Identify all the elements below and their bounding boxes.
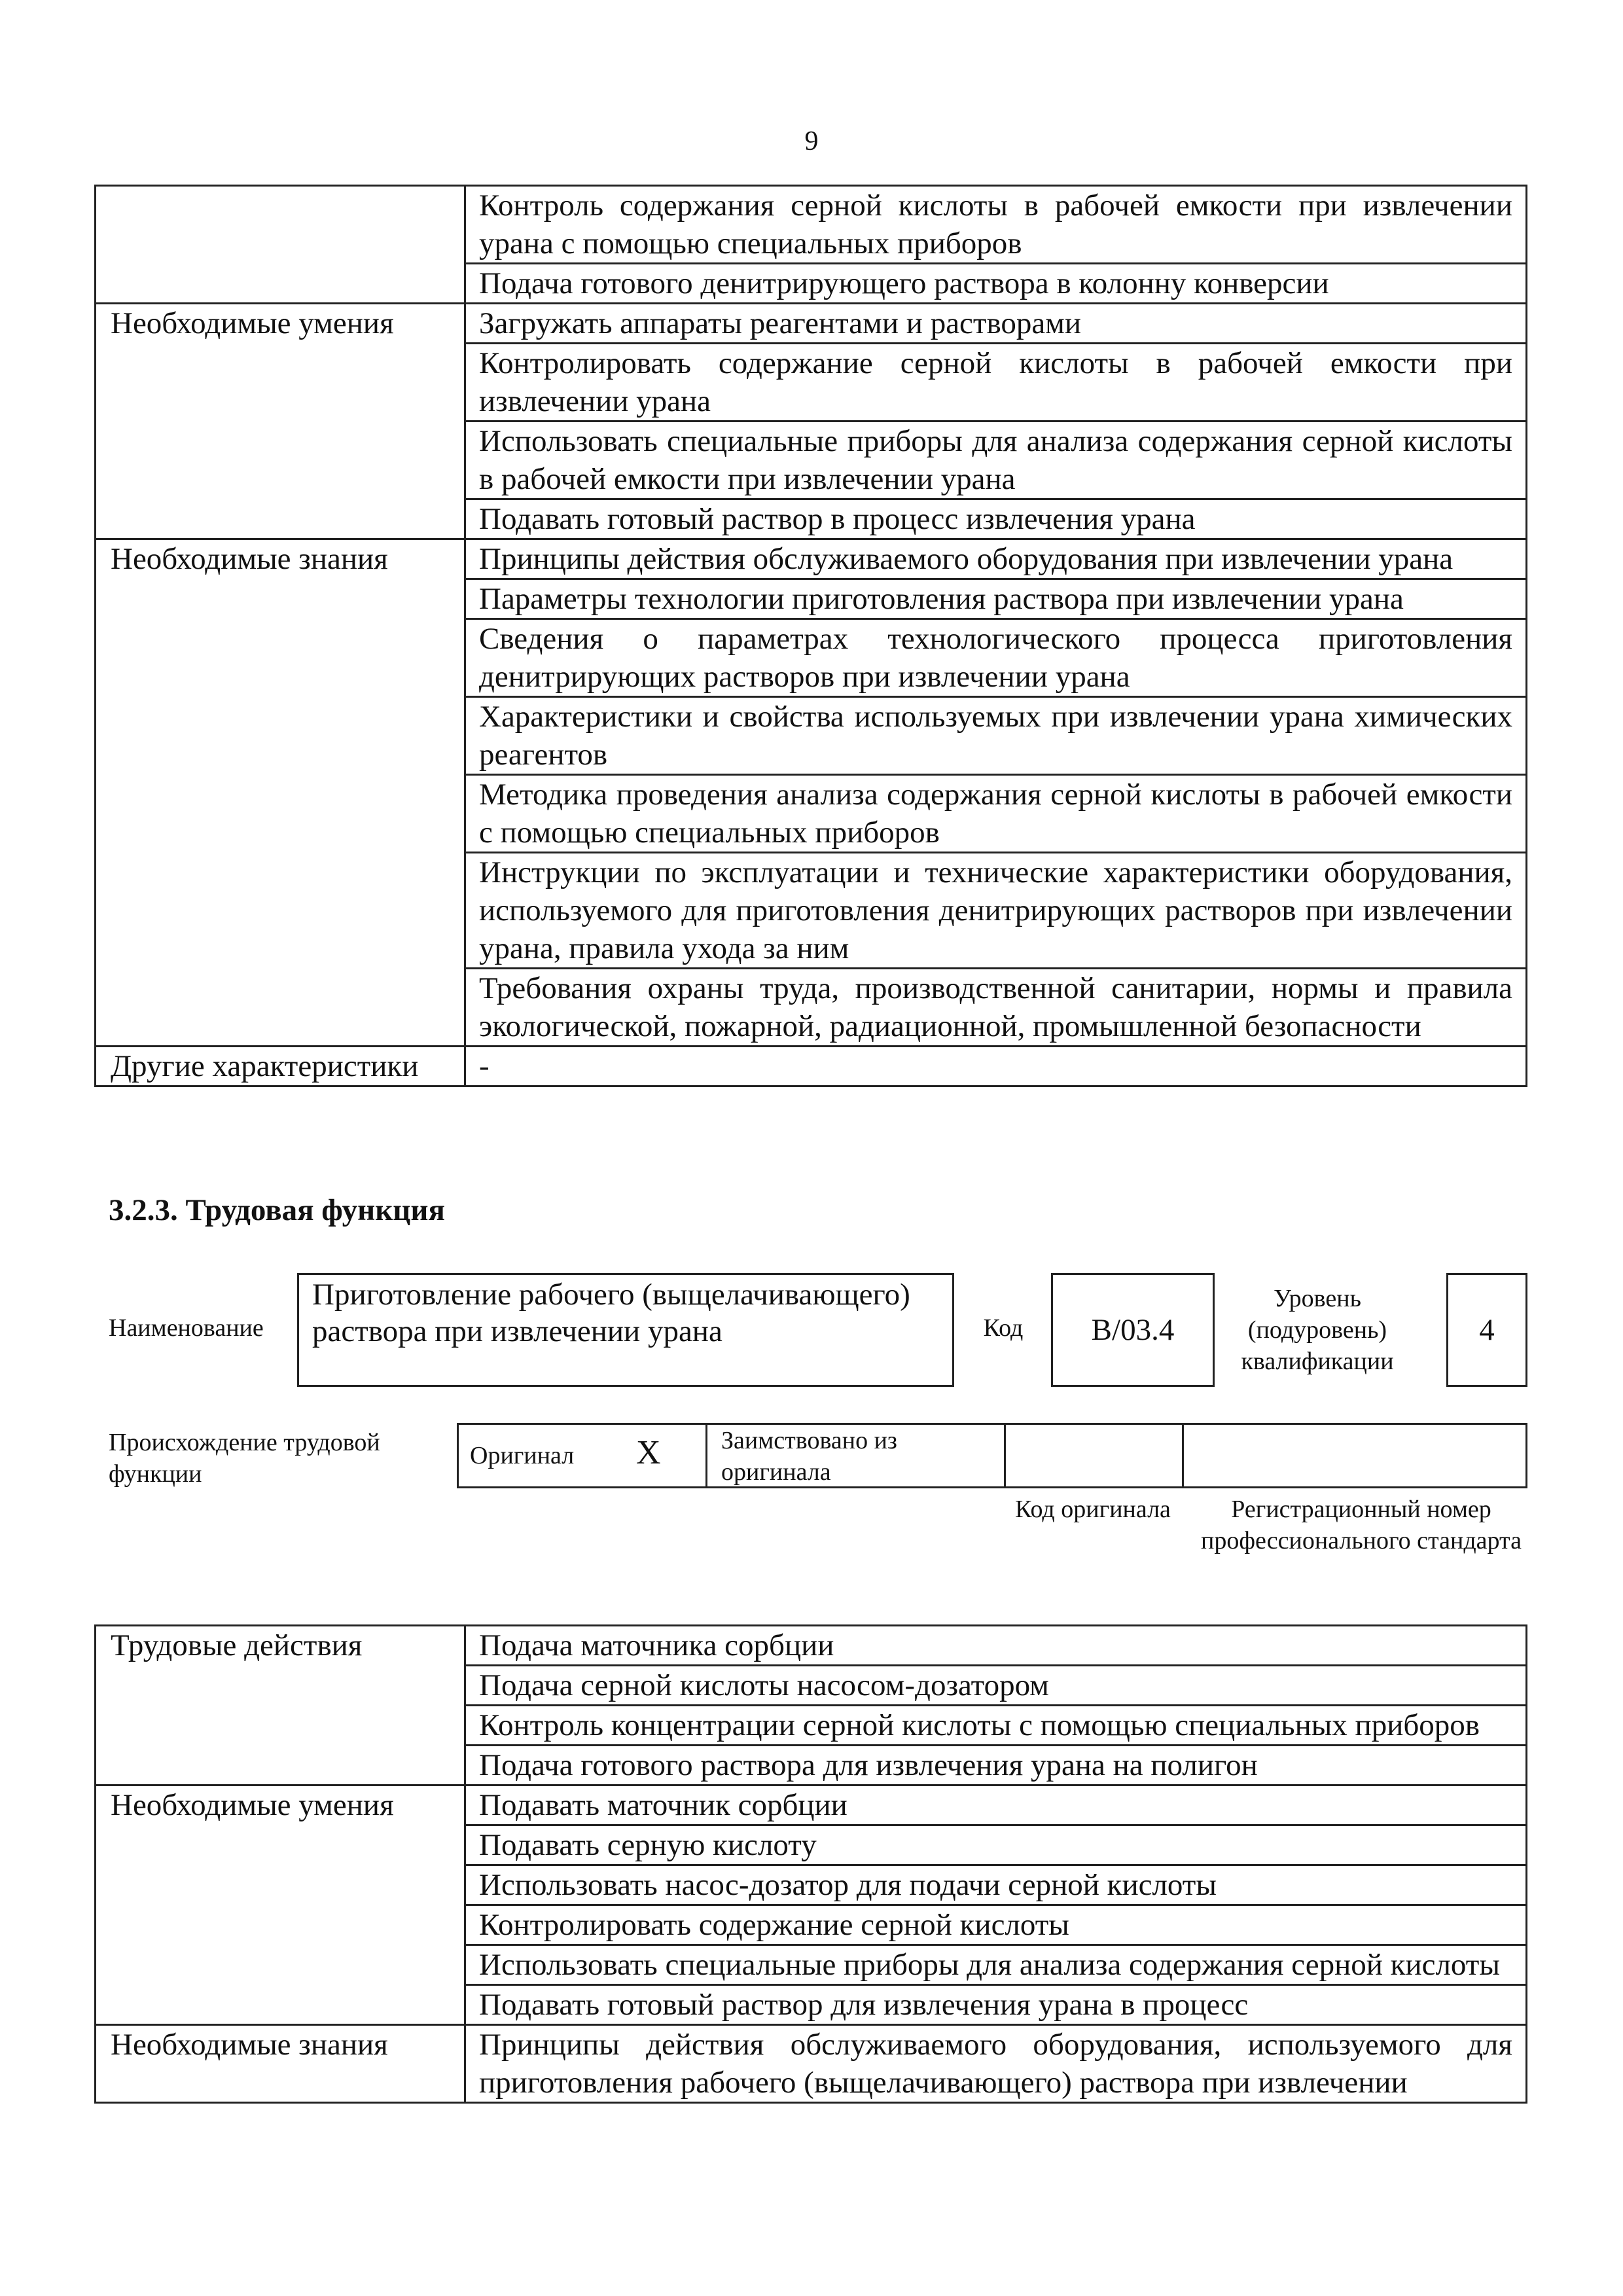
row-label: [96, 186, 465, 304]
table-row: [96, 539, 1527, 579]
origin-divider-2: [1004, 1423, 1006, 1488]
row-item: Подавать серную кислоту: [465, 1825, 1527, 1865]
function-name-value: Приготовление рабочего (выщелачивающего) раствора при извлечении урана: [312, 1278, 910, 1348]
table-row: [96, 304, 1527, 344]
origin-borrowed-label: Заимствовано из оригинала: [721, 1427, 897, 1486]
code-value: B/03.4: [1091, 1313, 1175, 1347]
row-item: Подавать маточник сорбции: [465, 1785, 1527, 1825]
row-item: Принципы действия обслуживаемого оборудования, используемого для приготовления рабочего (выщелачивающего) раствора при извлечении: [465, 2025, 1527, 2103]
origin-mark: X: [636, 1434, 661, 1471]
competency-table-top: [94, 185, 1527, 1087]
name-label: Наименование: [109, 1314, 264, 1342]
row-item: Методика проведения анализа содержания серной кислоты в рабочей емкости с помощью специальных приборов: [465, 775, 1527, 853]
table-row: [96, 1047, 1527, 1086]
row-label: Необходимые знания: [96, 2025, 465, 2103]
row-label: Необходимые умения: [96, 1785, 465, 2025]
row-item: Параметры технологии приготовления раствора при извлечении урана: [465, 579, 1527, 619]
origin-label: Происхождение трудовой функции: [109, 1429, 380, 1488]
row-item: Использовать насос-дозатор для подачи серной кислоты: [465, 1865, 1527, 1905]
level-label: Уровень (подуровень) квалификации: [1241, 1285, 1394, 1375]
origin-divider-1: [705, 1423, 707, 1488]
row-label: Необходимые умения: [96, 304, 465, 539]
table-row: [96, 1785, 1527, 1825]
row-item: Подавать готовый раствор в процесс извлечения урана: [465, 499, 1527, 539]
level-value-box: [1446, 1273, 1527, 1387]
origin-code-caption: Код оригинала: [1015, 1496, 1171, 1523]
table-row: [96, 2025, 1527, 2103]
competency-table-bottom: [94, 1624, 1527, 2104]
table-row: [96, 1626, 1527, 1666]
row-item: Подача серной кислоты насосом-дозатором: [465, 1666, 1527, 1706]
row-item: Контролировать содержание серной кислоты в рабочей емкости при извлечении урана: [465, 344, 1527, 422]
row-item: Сведения о параметрах технологического процесса приготовления денитрирующих растворов при извлечении урана: [465, 619, 1527, 697]
row-item: Инструкции по эксплуатации и технические характеристики оборудования, используемого для приготовления денитрирующих растворов при извлечении урана, правила ухода за ним: [465, 853, 1527, 969]
row-item: Подача готового денитрирующего раствора в колонну конверсии: [465, 264, 1527, 304]
table-row: [96, 186, 1527, 264]
code-value-box: [1051, 1273, 1215, 1387]
row-item: Принципы действия обслуживаемого оборудования при извлечении урана: [465, 539, 1527, 579]
row-item: Использовать специальные приборы для анализа содержания серной кислоты в рабочей емкости при извлечении урана: [465, 422, 1527, 499]
row-item: Использовать специальные приборы для анализа содержания серной кислоты: [465, 1945, 1527, 1985]
page-number: 9: [804, 126, 819, 156]
function-name-box: [297, 1273, 954, 1387]
row-item: Характеристики и свойства используемых при извлечении урана химических реагентов: [465, 697, 1527, 775]
origin-divider-3: [1182, 1423, 1184, 1488]
row-item: Контроль концентрации серной кислоты с помощью специальных приборов: [465, 1706, 1527, 1746]
origin-original-label: Оригинал: [470, 1442, 575, 1469]
row-item: Загружать аппараты реагентами и растворами: [465, 304, 1527, 344]
row-item: Контроль содержания серной кислоты в рабочей емкости при извлечении урана с помощью специальных приборов: [465, 186, 1527, 264]
row-item: Подавать готовый раствор для извлечения урана в процесс: [465, 1985, 1527, 2025]
row-label: Трудовые действия: [96, 1626, 465, 1785]
level-value: 4: [1479, 1313, 1495, 1347]
section-title: 3.2.3. Трудовая функция: [109, 1193, 445, 1227]
row-label: Другие характеристики: [96, 1047, 465, 1086]
row-item: Подача готового раствора для извлечения урана на полигон: [465, 1746, 1527, 1785]
code-label: Код: [983, 1314, 1024, 1342]
origin-reg-caption: Регистрационный номер профессионального стандарта: [1201, 1496, 1522, 1554]
row-item: Требования охраны труда, производственной санитарии, нормы и правила экологической, пожарной, радиационной, промышленной безопасности: [465, 969, 1527, 1047]
row-item: Контролировать содержание серной кислоты: [465, 1905, 1527, 1945]
row-item: Подача маточника сорбции: [465, 1626, 1527, 1666]
row-label: Необходимые знания: [96, 539, 465, 1047]
row-item: -: [465, 1047, 1527, 1086]
